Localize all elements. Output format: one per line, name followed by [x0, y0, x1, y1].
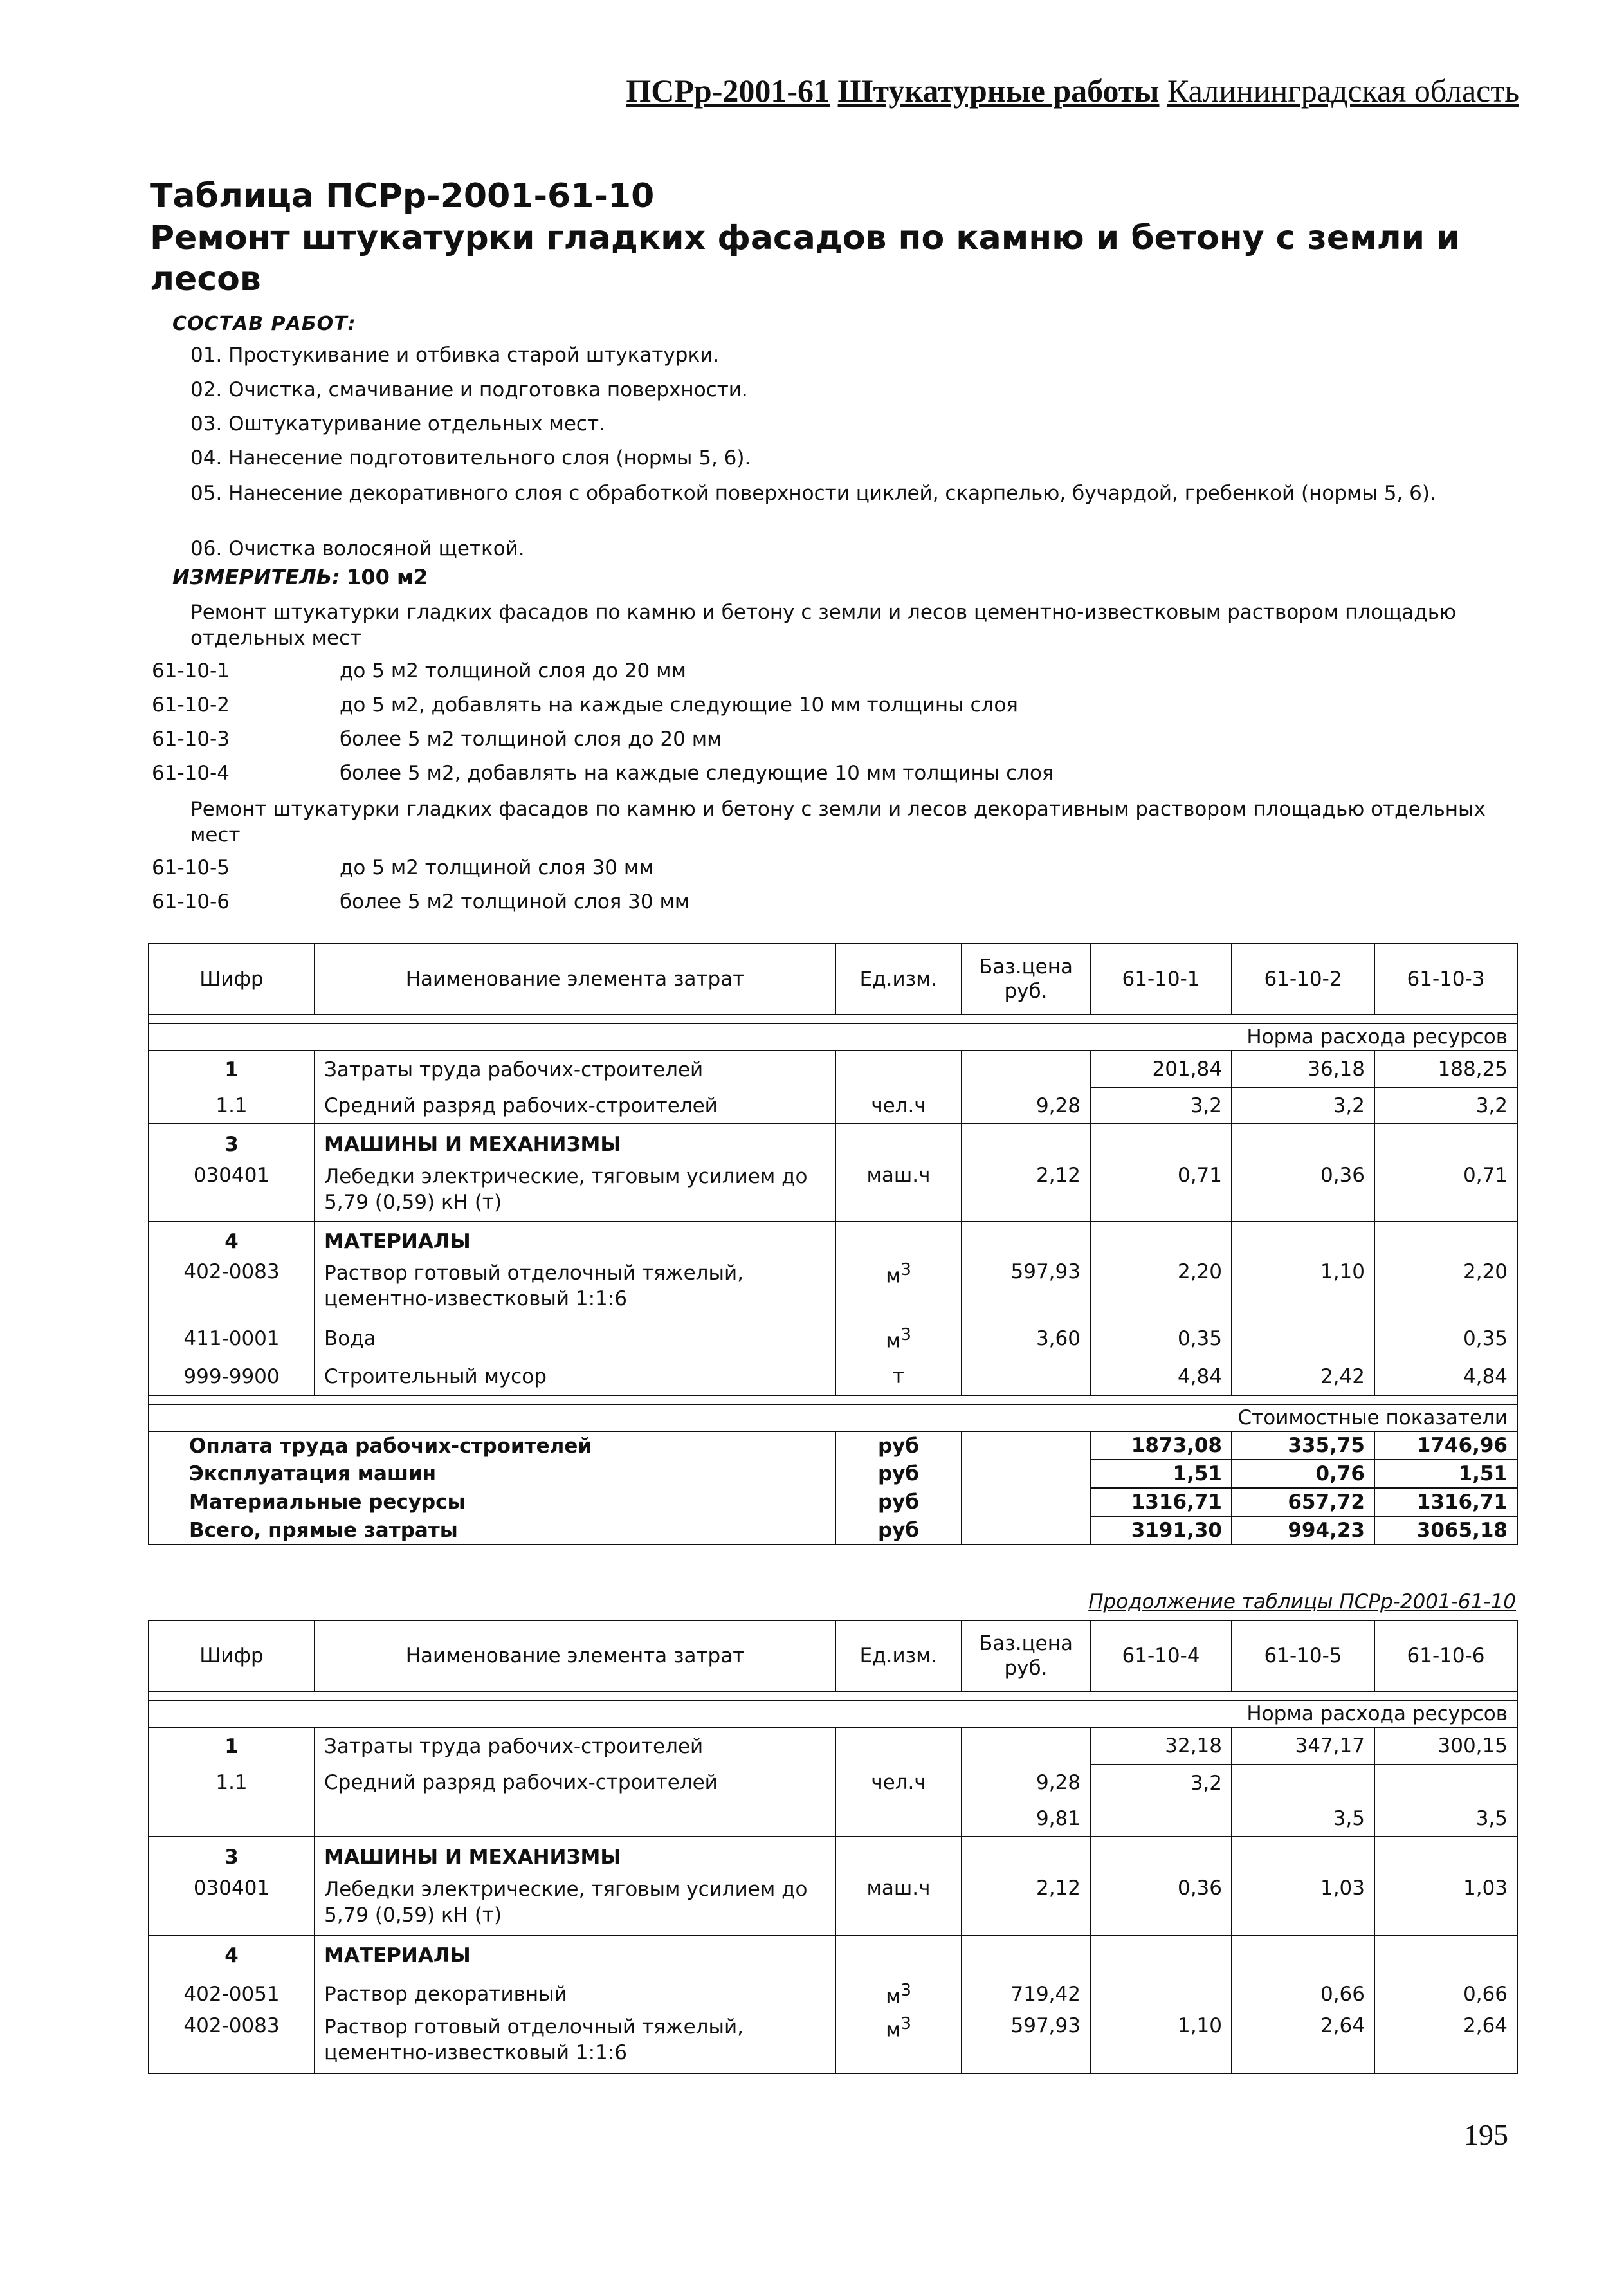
col-norm: 61-10-2 [1232, 944, 1374, 1014]
table-row: 1 Затраты труда рабочих-строителей 32,18 347,17 300,15 [149, 1727, 1517, 1765]
norma-label-row [149, 1023, 1517, 1051]
norm-desc: до 5 м2 толщиной слоя 30 мм [340, 856, 654, 879]
norm-code: 61-10-4 [152, 762, 230, 785]
total-row: Оплата труда рабочих-строителей руб 1873,08 335,75 1746,96 [149, 1431, 1517, 1460]
table-row: 030401 Лебедки электрические, тяговым усилием до 5,79 (0,59) кН (т) маш.ч 2,12 0,71 0,36 0,71 [149, 1164, 1517, 1222]
col-name: Наименование элемента затрат [315, 944, 835, 1014]
section-row: 4 МАТЕРИАЛЫ [149, 1222, 1517, 1260]
table-row: 9,81 3,5 3,5 [149, 1801, 1517, 1837]
group-intro: Ремонт штукатурки гладких фасадов по камню и бетону с земли и лесов цементно-известковым раствором площадью отдельных мест [190, 601, 1457, 650]
col-norm: 61-10-5 [1232, 1620, 1374, 1691]
table-row: 402-0051 Раствор декоративный $м^3$ 719,42 0,66 0,66 [149, 1974, 1517, 2014]
col-code: Шифр [149, 944, 315, 1014]
continuation-caption: Продолжение таблицы ПСРр-2001-61-10 [1088, 1590, 1516, 1613]
group-intro: Ремонт штукатурки гладких фасадов по камню и бетону с земли и лесов декоративным раствором площадью отдельных мест [190, 798, 1486, 847]
running-header [626, 72, 1519, 109]
section-row: 4 МАТЕРИАЛЫ [149, 1936, 1517, 1974]
work-item: 01. Простукивание и отбивка старой штукатурки. [190, 344, 720, 367]
norm-code: 61-10-3 [152, 728, 230, 751]
table-row: 1.1 Средний разряд рабочих-строителей чел.ч 9,28 3,2 [149, 1765, 1517, 1801]
section-row: 3 МАШИНЫ И МЕХАНИЗМЫ [149, 1124, 1517, 1164]
table-id: Таблица ПСРр-2001-61-10 [150, 177, 655, 216]
norm-desc: до 5 м2 толщиной слоя до 20 мм [340, 659, 686, 683]
section-row: 3 МАШИНЫ И МЕХАНИЗМЫ [149, 1837, 1517, 1877]
table-row: 1 Затраты труда рабочих-строителей 201,84 36,18 188,25 [149, 1051, 1517, 1088]
col-norm: 61-10-4 [1090, 1620, 1232, 1691]
table-row: 999-9900 Строительный мусор т 4,84 2,42 4,84 [149, 1358, 1517, 1395]
col-unit: Ед.изм. [835, 1620, 962, 1691]
table-row: 402-0083 Раствор готовый отделочный тяжелый, цементно-известковый 1:1:6 $м^3$ 597,93 2,20 1,10 2,20 [149, 1260, 1517, 1319]
page-number: 195 [1464, 2118, 1508, 2151]
measure-line [172, 565, 428, 589]
total-row: Эксплуатация машин руб 1,51 0,76 1,51 [149, 1460, 1517, 1488]
cost-label-row [149, 1404, 1517, 1431]
table-header-row [149, 1620, 1517, 1691]
norm-code: 61-10-2 [152, 693, 230, 717]
col-norm: 61-10-1 [1090, 944, 1232, 1014]
norm-code: 61-10-6 [152, 890, 230, 913]
norm-code: 61-10-1 [152, 659, 230, 683]
col-price: Баз.цена руб. [962, 944, 1090, 1014]
resource-table-2 [148, 1620, 1518, 2074]
table-row: 030401 Лебедки электрические, тяговым усилием до 5,79 (0,59) кН (т) маш.ч 2,12 0,36 1,03 1,03 [149, 1877, 1517, 1936]
cost-label: Стоимостные показатели [149, 1404, 1517, 1431]
col-name: Наименование элемента затрат [315, 1620, 835, 1691]
resource-table-1 [148, 943, 1518, 1545]
work-item: 06. Очистка волосяной щеткой. [190, 537, 525, 560]
measure-value: 100 м2 [347, 565, 428, 589]
table-row: 1.1 Средний разряд рабочих-строителей чел.ч 9,28 3,2 3,2 3,2 [149, 1088, 1517, 1124]
table-title: Ремонт штукатурки гладких фасадов по камню и бетону с земли и лесов [150, 219, 1460, 298]
work-item: 04. Нанесение подготовительного слоя (нормы 5, 6). [190, 446, 751, 470]
title-block [150, 175, 1533, 300]
table-row: 402-0083 Раствор готовый отделочный тяжелый, цементно-известковый 1:1:6 $м^3$ 597,93 1,10 2,64 2,64 [149, 2014, 1517, 2073]
work-composition-label: СОСТАВ РАБОТ: [172, 313, 356, 335]
total-row: Всего, прямые затраты руб 3191,30 994,23 3065,18 [149, 1516, 1517, 1545]
work-item: 02. Очистка, смачивание и подготовка поверхности. [190, 378, 748, 401]
norma-label-row [149, 1700, 1517, 1727]
total-row: Материальные ресурсы руб 1316,71 657,72 1316,71 [149, 1488, 1517, 1516]
norm-desc: более 5 м2, добавлять на каждые следующие 10 мм толщины слоя [340, 762, 1054, 785]
header-section: Штукатурные работы [837, 73, 1160, 109]
norma-label: Норма расхода ресурсов [149, 1023, 1517, 1051]
norm-code: 61-10-5 [152, 856, 230, 879]
table-row: 411-0001 Вода $м^3$ 3,60 0,35 0,35 [149, 1319, 1517, 1358]
norma-label: Норма расхода ресурсов [149, 1700, 1517, 1727]
col-price: Баз.цена руб. [962, 1620, 1090, 1691]
measure-label: ИЗМЕРИТЕЛЬ: [172, 565, 340, 589]
col-norm: 61-10-3 [1374, 944, 1517, 1014]
norm-desc: до 5 м2, добавлять на каждые следующие 10 мм толщины слоя [340, 693, 1018, 717]
header-region: Калининградская область [1167, 73, 1519, 109]
norm-desc: более 5 м2 толщиной слоя до 20 мм [340, 728, 722, 751]
col-unit: Ед.изм. [835, 944, 962, 1014]
header-code: ПСРр-2001-61 [626, 73, 830, 109]
work-item: 05. Нанесение декоративного слоя с обработкой поверхности циклей, скарпелью, бучардой, гребенкой (нормы 5, 6). [190, 482, 1436, 505]
work-item: 03. Оштукатуривание отдельных мест. [190, 412, 605, 436]
table-header-row [149, 944, 1517, 1014]
col-norm: 61-10-6 [1374, 1620, 1517, 1691]
col-code: Шифр [149, 1620, 315, 1691]
norm-desc: более 5 м2 толщиной слоя 30 мм [340, 890, 690, 913]
